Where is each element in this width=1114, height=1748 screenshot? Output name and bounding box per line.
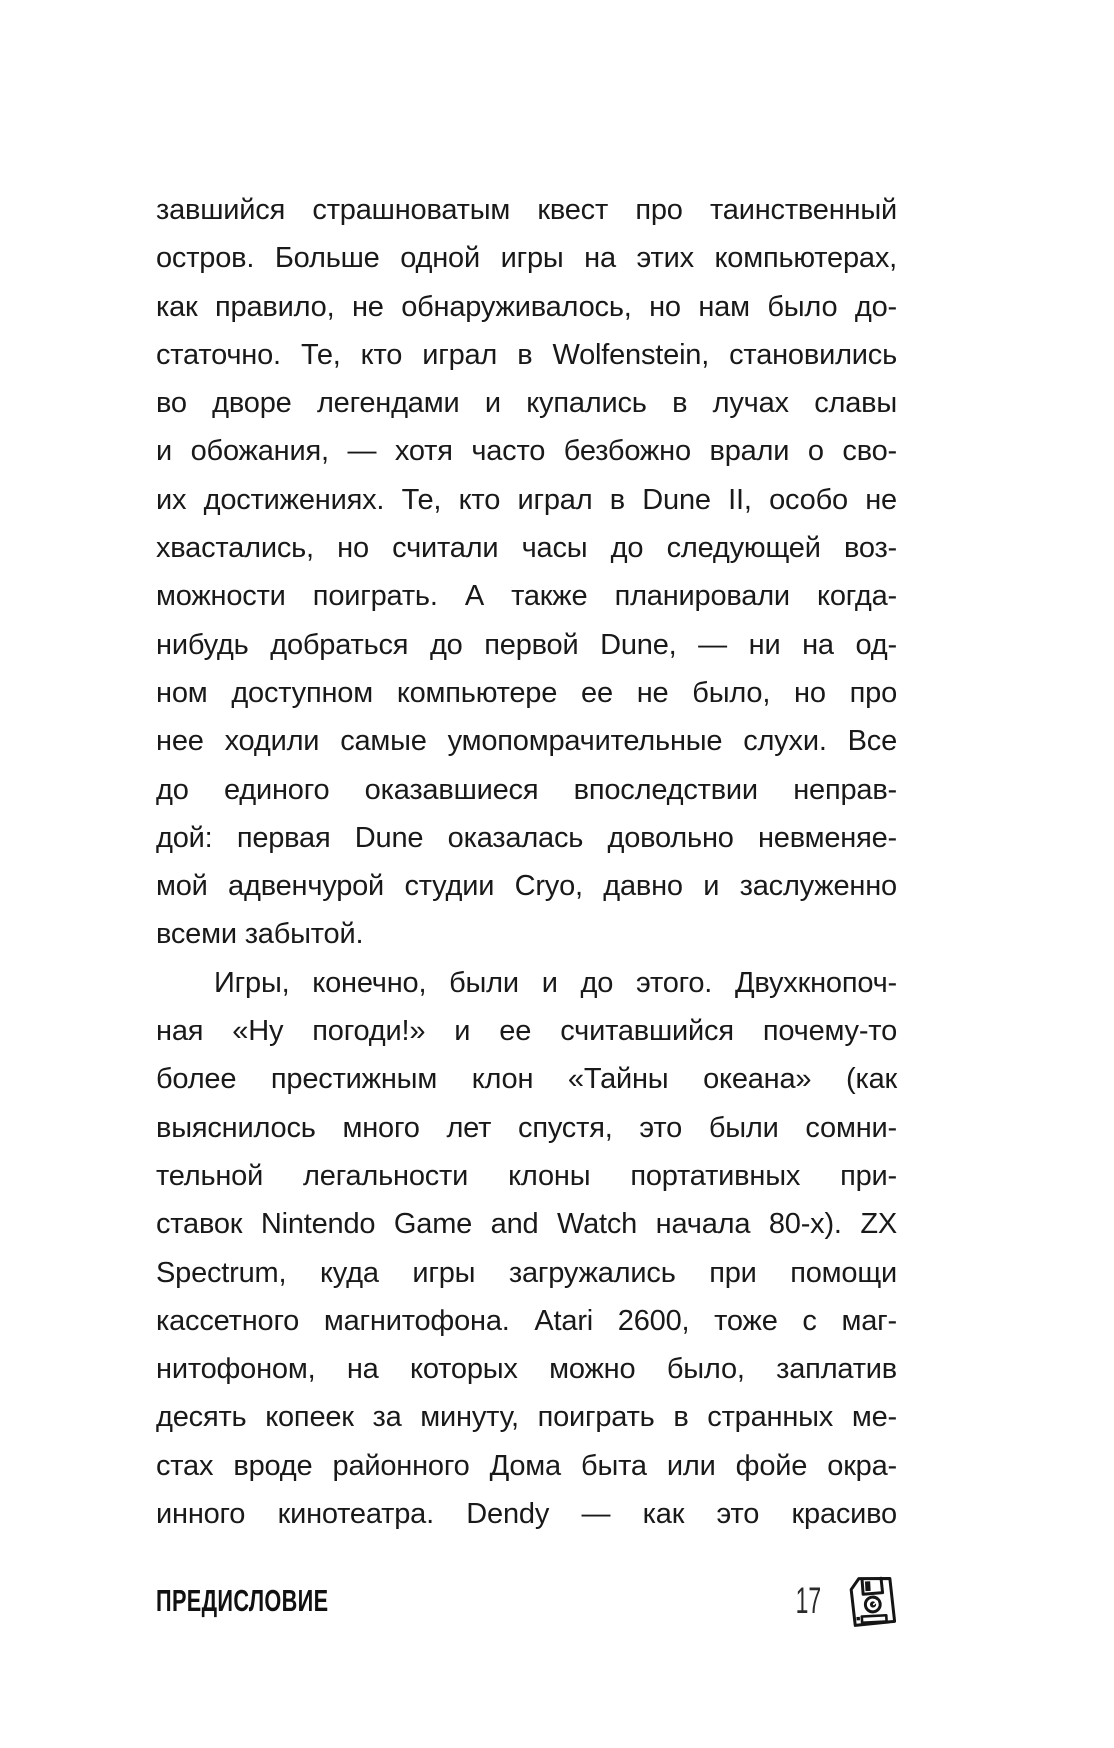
text-line: их достижениях. Те, кто играл в Dune II, особо не <box>156 483 897 516</box>
text-line: тельной легальности клоны портативных при- <box>156 1159 897 1192</box>
body-text <box>156 186 897 1538</box>
text-line: во дворе легендами и купались в лучах славы <box>156 387 897 420</box>
text-line: стах вроде районного Дома быта или фойе окра- <box>156 1449 897 1482</box>
page-footer <box>156 1572 897 1630</box>
text-line: как правило, не обнаруживалось, но нам было до- <box>156 290 897 323</box>
text-line: остров. Больше одной игры на этих компьютерах, <box>156 242 897 275</box>
floppy-disk-icon <box>847 1573 897 1629</box>
text-line: ная «Ну погоди!» и ее считавшийся почему-то <box>156 1015 897 1048</box>
text-line: нитофоном, на которых можно было, заплатив <box>156 1353 897 1386</box>
text-line: ставок Nintendo Game and Watch начала 80-х). ZX <box>156 1208 897 1241</box>
text-line: Игры, конечно, были и до этого. Двухкнопоч- <box>214 966 897 999</box>
text-line: до единого оказавшиеся впоследствии неправ- <box>156 773 897 806</box>
text-line: более престижным клон «Тайны океана» (как <box>156 1063 897 1096</box>
text-line: инного кинотеатра. Dendy — как это красиво <box>156 1498 897 1531</box>
text-line: всеми забытой. <box>156 918 364 951</box>
page-meta <box>780 1573 897 1629</box>
text-line: нее ходили самые умопомрачительные слухи. Все <box>156 725 897 758</box>
text-line: хвастались, но считали часы до следующей воз- <box>156 532 897 565</box>
page-number: 17 <box>795 1580 821 1621</box>
text-line: кассетного магнитофона. Atari 2600, тоже с маг- <box>156 1304 897 1337</box>
text-line: Spectrum, куда игры загружались при помощи <box>156 1256 897 1289</box>
text-line: мой адвенчурой студии Cryo, давно и заслуженно <box>156 870 897 903</box>
text-line: нибудь добраться до первой Dune, — ни на од- <box>156 628 897 661</box>
text-line: статочно. Те, кто играл в Wolfenstein, становились <box>156 338 897 371</box>
paragraph <box>156 959 897 1539</box>
text-line: ном доступном компьютере ее не было, но про <box>156 676 897 709</box>
text-line: выяснилось много лет спустя, это были сомни- <box>156 1111 897 1144</box>
text-line: и обожания, — хотя часто безбожно врали о сво- <box>156 435 897 468</box>
text-line: можности поиграть. А также планировали когда- <box>156 580 897 613</box>
paragraph <box>156 186 897 959</box>
footer-section-title: ПРЕДИСЛОВИЕ <box>156 1583 329 1618</box>
text-line: десять копеек за минуту, поиграть в странных ме- <box>156 1401 897 1434</box>
text-line: дой: первая Dune оказалась довольно невменяе- <box>156 821 897 854</box>
text-line: завшийся страшноватым квест про таинственный <box>156 194 897 226</box>
